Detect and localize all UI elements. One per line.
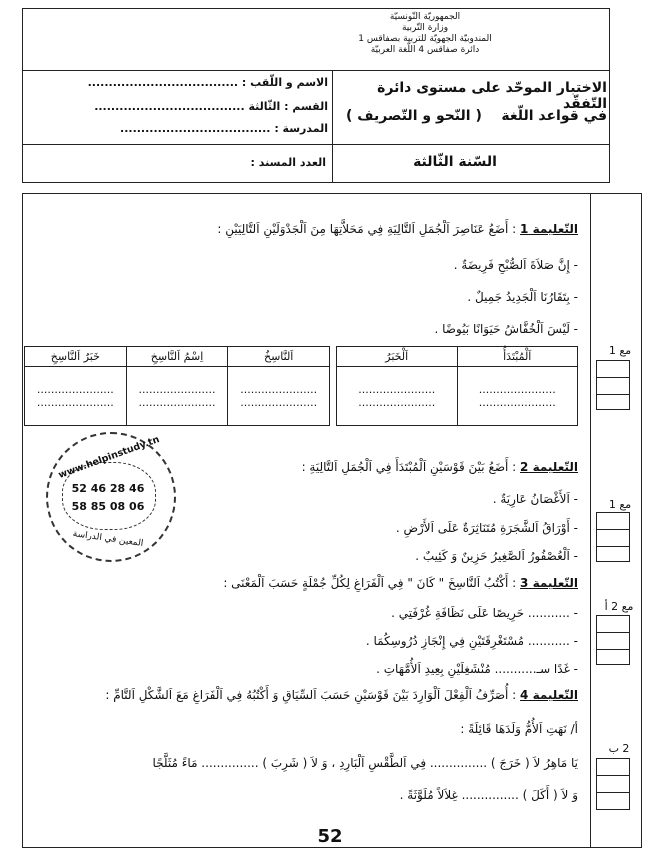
answer-cell[interactable]: ...................... ...................... [457,367,578,426]
stamp-phone-2: 58 85 08 06 [71,500,145,513]
task1-instruction [70,222,578,236]
task4-score-label: 2 ب [608,742,630,755]
header-vertical-divider [332,70,333,183]
task4-line-2: وَ لاَ ( أَكَلَ ) ............... غِلاَلاً مُلَوَّثَةً . [399,788,578,802]
task3-text: : أَكْتُبُ اَلنَّاسِخَ " كَانَ " فِي اَلْفَرَاغِ لِكُلِّ جُمْلَةٍ حَسَبَ اَلْمَعْنَى : [223,576,517,590]
stamp-site: www.helpinstudy.tn [57,434,161,481]
task1-score-box[interactable] [596,360,630,410]
school-row [40,122,328,135]
header-nasikh: اَلنَّاسِخُ [228,347,330,367]
task3-instruction [140,576,578,590]
task1-sentence-1: - إِنَّ صَلاَةَ اَلصُّبْحِ فَرِيضَةٌ . [453,258,578,272]
exam-subject [337,108,607,124]
answer-cell[interactable]: ...................... ...................... [25,367,127,426]
task3-sentence-1: - ........... حَرِيصًا عَلَى نَظَافَةِ غُرْفَتِي . [391,606,578,620]
task2-instruction [180,460,578,474]
class-label: القسم : الثّالثة [248,100,328,113]
task2-sentence-3: - اَلْعُصْفُورُ اَلصَّغِيرُ حَزِينٌ وَ كَئِيبٌ . [415,549,578,563]
task2-text: : أَضَعُ بَيْنَ قَوْسَيْنِ اَلْمُبْتَدَأَ فِي اَلْجُمَلِ اَلتَّالِيَةِ : [301,460,517,474]
year-label: السّنة الثّالثة [413,154,497,170]
task2-sentence-2: - أَوْرَاقُ اَلشَّجَرَةِ مُتَنَاثِرَةٌ عَلَى اَلأَرْضِ . [395,521,578,535]
stamp-phone-1: 52 46 28 46 [71,482,145,495]
task4-score-box[interactable] [596,758,630,810]
admin-line-2: وزارة التّربية [401,23,449,33]
task4-text: : أُصَرِّفُ اَلْفِعْلَ اَلْوَارِدَ بَيْنَ قَوْسَيْنِ حَسَبَ اَلسِّيَاقِ وَ أَكْتُبُهُ فِي اَلْفَرَاغِ مَعَ اَلشَّكْلِ اَلتَّامِّ : [105,688,517,702]
task3-score-label: مع 2 أ [604,600,634,613]
task2-sentence-1: - اَلأَغْصَانُ عَارِيَةٌ . [492,492,578,506]
task3-score-box[interactable] [596,615,630,665]
header-khabar-nasikh: خَبَرُ اَلنَّاسِخِ [25,347,127,367]
task4-line-1: يَا مَاهِرُ لاَ ( خَرَجَ ) ............... فِي اَلطَّقْسِ اَلْبَارِدِ ، وَ لاَ ( شَرِبَ ) ............... مَاءً مُثَلَّجًا [152,756,578,770]
header-divider-1 [22,70,610,71]
task2-score-label: مع 1 [608,498,632,511]
school-field[interactable]: .................................... [120,122,271,135]
admin-line-3: المندوبيّة الجهويّة للتربية بصفاقس 1 [358,34,492,44]
answer-cell[interactable]: ...................... ...................... [337,367,458,426]
grade-label: العدد المسند : [250,156,326,169]
task1-sentence-3: - لَيْسَ اَلْخُفَّاشُ حَيَوَانًا بَيُوضًا . [434,322,578,336]
task1-score-label: مع 1 [608,344,632,357]
class-row [40,100,328,113]
task1-text: : أَضَعُ عَنَاصِرَ اَلْجُمَلِ اَلتَّالِيَةِ فِي مَحَلاَّتِهَا مِنَ اَلْجَدْوَلَيْنِ اَلتَّالِيَيْنِ : [217,222,517,236]
name-row [40,76,328,89]
admin-block [330,12,520,56]
task3-label: التّعليمة 3 [520,576,578,590]
subject-name: ( النّحو و التّصريف ) [346,108,482,124]
task1-label: التّعليمة 1 [520,222,578,236]
task3-sentence-3: - غَدًا سـ........... مُنْشَغِلَيْنِ بِعِيدِ اَلأُمَّهَاتِ . [376,662,578,676]
task3-sentence-2: - ........... مُسْتَغْرِقَتَيْنِ فِي إِنْجَازِ دُرُوسِكُمَا . [365,634,578,648]
task4-intro: أ/ نَهَتِ اَلأُمُّ وَلَدَهَا قَائِلَةً : [460,722,578,736]
table-nasikh [24,346,330,426]
task4-instruction [30,688,578,702]
table-mubtada-khabar [336,346,578,426]
answer-cell[interactable]: ...................... ...................... [126,367,228,426]
task2-score-box[interactable] [596,512,630,562]
header-divider-2 [22,144,610,145]
school-label: المدرسة : [274,122,328,135]
name-field[interactable]: .................................... [87,76,239,89]
header-khabar: اَلْخَبَرُ [337,347,458,367]
task4-label: التّعليمة 4 [520,688,578,702]
admin-line-1: الجمهوريّة التّونسيّة [389,12,461,22]
subject-prefix: في قواعد اللّغة [501,108,607,124]
admin-line-4: دائرة صفاقس 4 اللّغة العربيّة [370,45,480,55]
header-mubtada: اَلْمُبْتَدَأُ [457,347,578,367]
task2-label: التّعليمة 2 [520,460,578,474]
answer-cell[interactable]: ...................... ...................... [228,367,330,426]
header-ism-nasikh: اِسْمُ اَلنَّاسِخِ [126,347,228,367]
score-column-divider [590,193,591,848]
stamp-motto: المعين في الدراسة [72,529,144,549]
task1-sentence-2: - بِتَقَارُنَا اَلْجَدِيدُ جَمِيلٌ . [467,290,578,304]
name-label: الاسم و اللّقب : [241,76,328,89]
class-field[interactable]: .................................... [94,100,245,113]
page-number: 52 [317,826,343,847]
exam-title: الاختبار الموحّد على مستوى دائرة التّفقّد [377,80,607,112]
